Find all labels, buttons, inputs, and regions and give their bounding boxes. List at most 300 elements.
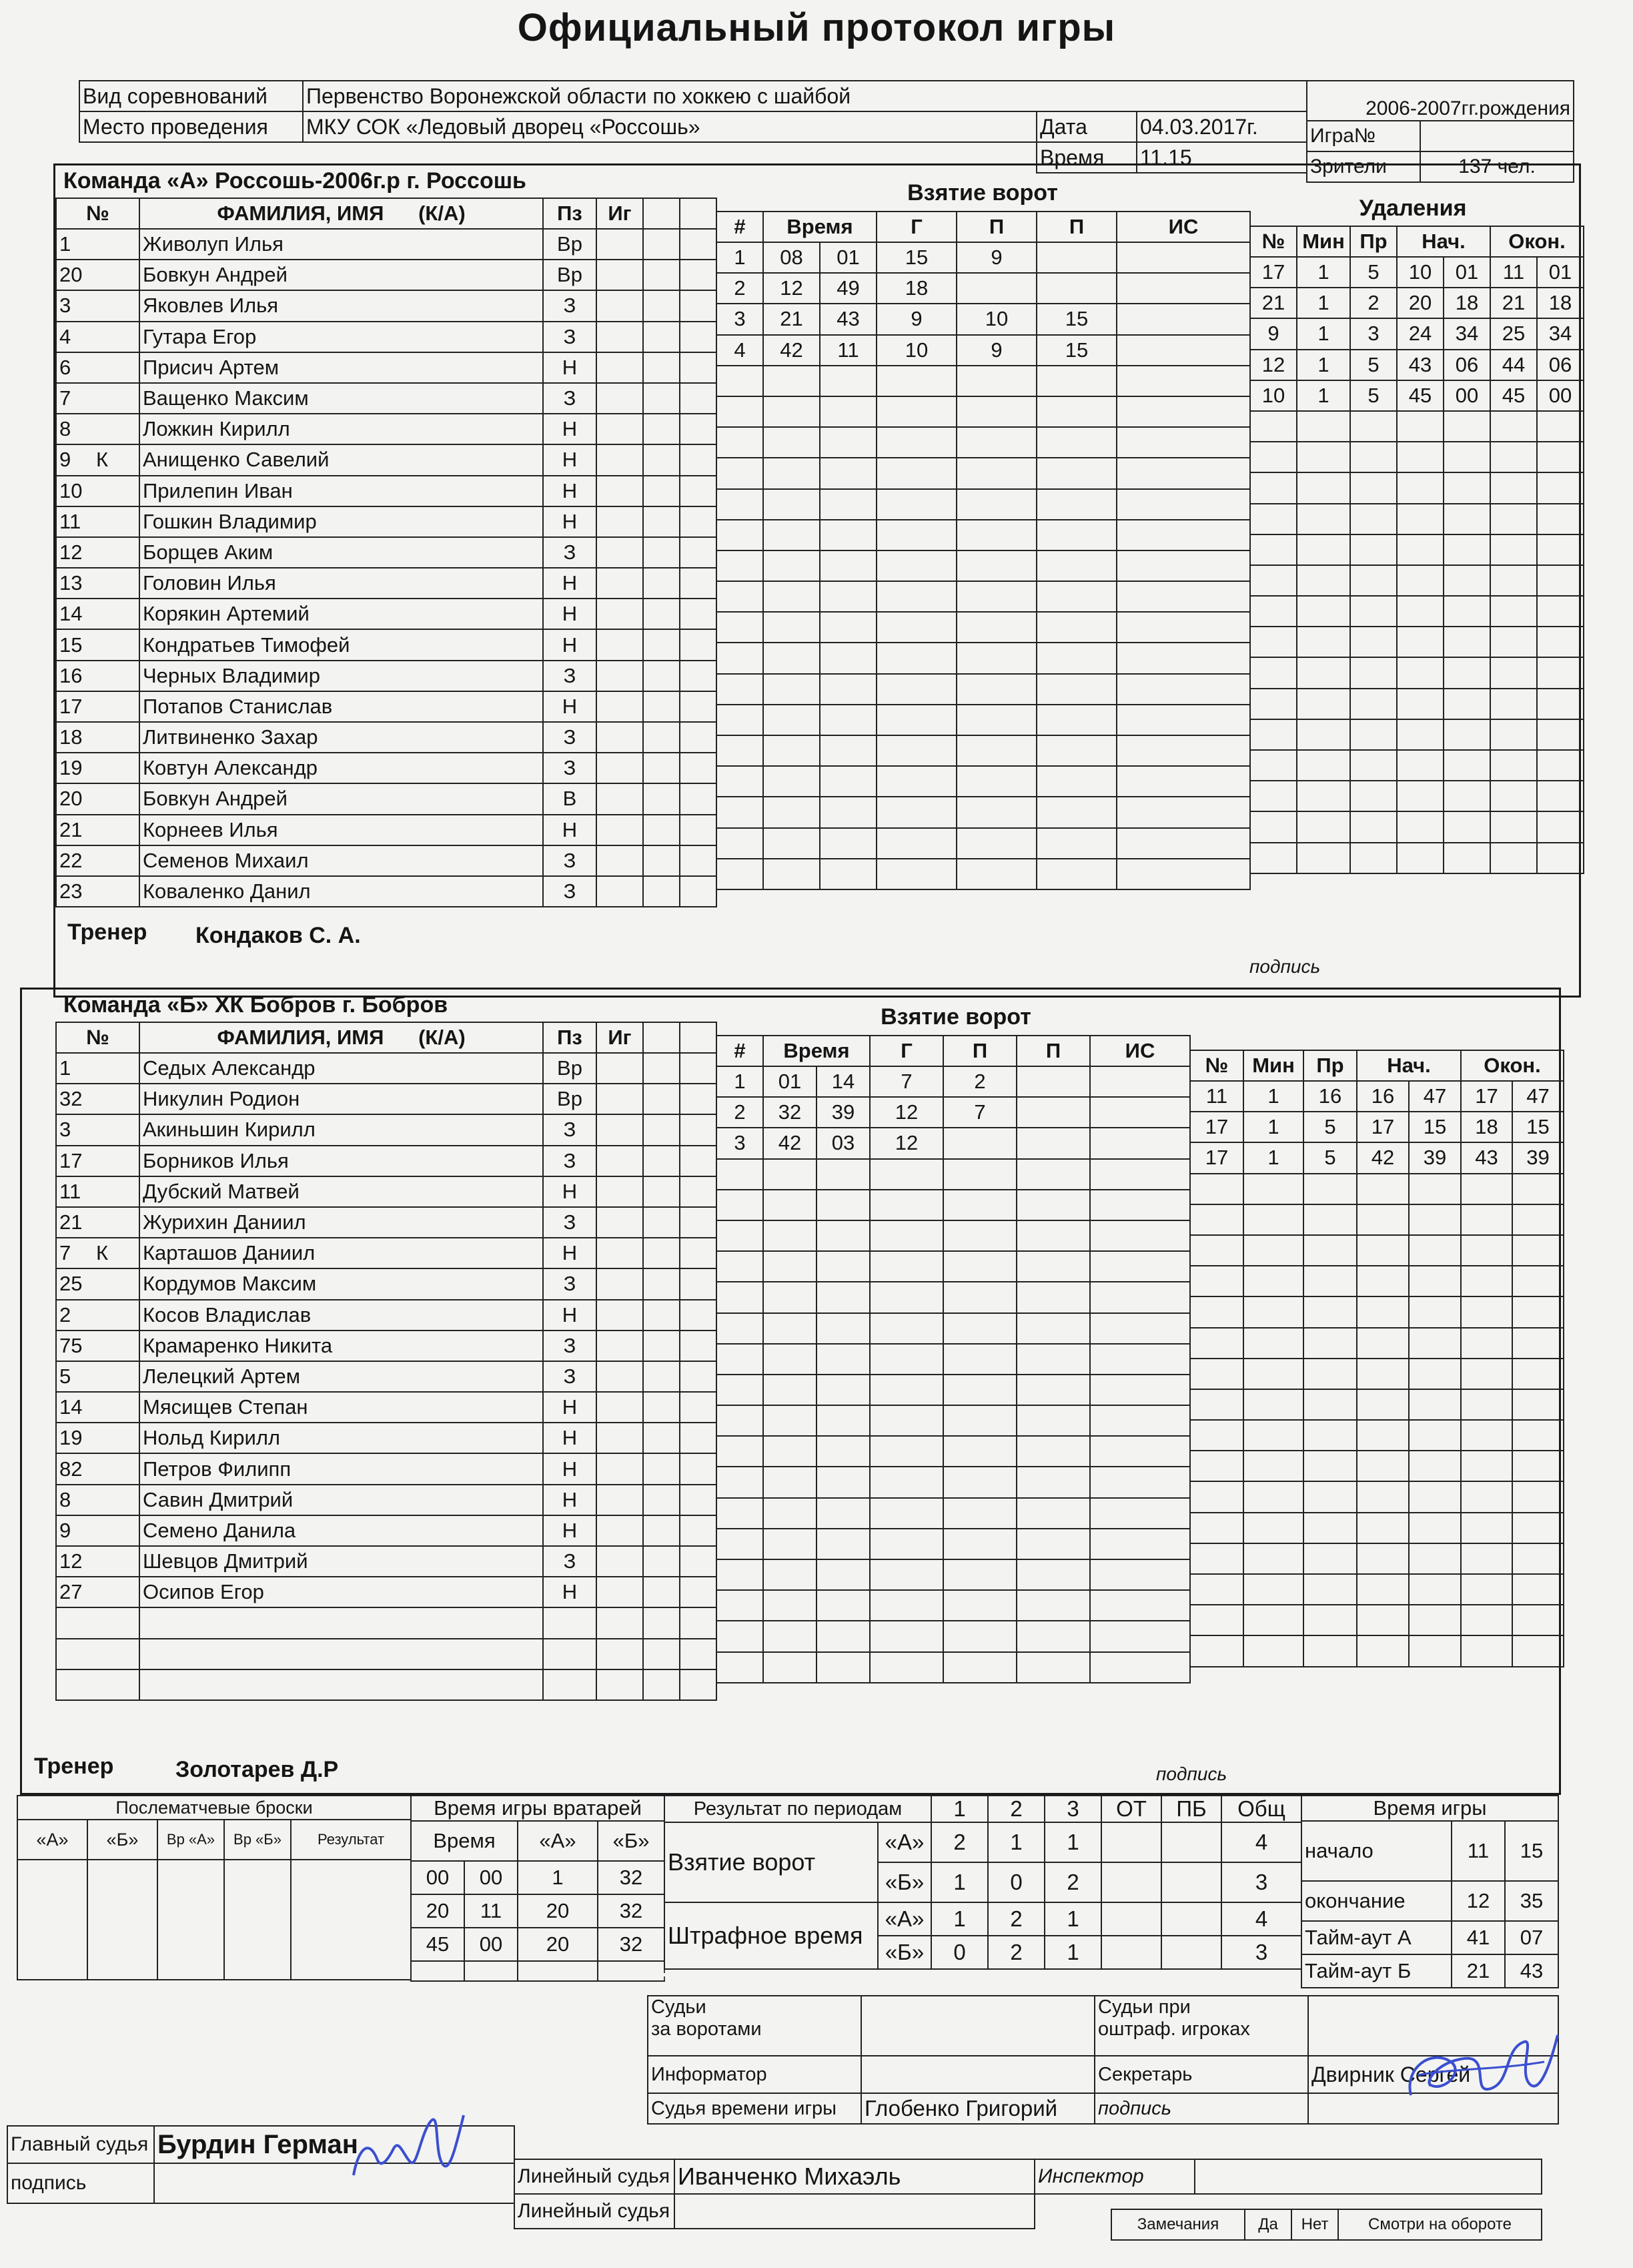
penalty-start-minute bbox=[1397, 627, 1444, 657]
game-number-label: Игра№ bbox=[1307, 121, 1420, 151]
goal-assist-1 bbox=[957, 427, 1037, 458]
penalty-start-second bbox=[1409, 1574, 1461, 1605]
goal-scorer bbox=[877, 859, 957, 889]
goals-col-situation: ИС bbox=[1090, 1036, 1190, 1066]
goal-row bbox=[716, 705, 1250, 735]
player-position: Н bbox=[543, 1176, 596, 1207]
goal-number bbox=[716, 674, 763, 705]
spare-cell bbox=[680, 444, 716, 475]
player-number bbox=[56, 1669, 139, 1700]
goal-second bbox=[820, 550, 877, 581]
spare-cell bbox=[643, 629, 680, 660]
player-row bbox=[56, 383, 716, 414]
goal-minute bbox=[763, 735, 820, 766]
remarks-yes[interactable]: Да bbox=[1245, 2209, 1291, 2240]
player-played bbox=[596, 506, 643, 537]
spare-cell bbox=[643, 1515, 680, 1546]
goal-row bbox=[716, 458, 1250, 488]
goal-situation bbox=[1090, 1220, 1190, 1251]
penalty-end-minute bbox=[1490, 534, 1537, 565]
penalty-minutes bbox=[1243, 1574, 1303, 1605]
penalty-minutes bbox=[1243, 1266, 1303, 1296]
penalty-minutes bbox=[1297, 504, 1350, 534]
penalty-minutes: 1 bbox=[1297, 288, 1350, 318]
penalty-player bbox=[1250, 657, 1297, 688]
penalty-end-minute bbox=[1461, 1451, 1512, 1481]
player-position: З bbox=[543, 845, 596, 876]
player-row bbox=[56, 537, 716, 568]
goal-row bbox=[716, 1066, 1190, 1097]
player-played bbox=[596, 661, 643, 691]
goal-minute bbox=[763, 581, 820, 612]
player-played bbox=[596, 568, 643, 599]
penalty-player bbox=[1190, 1481, 1243, 1512]
player-name-cell bbox=[139, 476, 543, 506]
start-hour: 11 bbox=[1452, 1821, 1505, 1881]
player-name-cell bbox=[139, 322, 543, 352]
penalty-end-second bbox=[1537, 627, 1584, 657]
penalty-start-second bbox=[1409, 1451, 1461, 1481]
penalty-end-minute bbox=[1490, 689, 1537, 719]
goal-assist-2 bbox=[1037, 366, 1117, 396]
penalty-player: 9 bbox=[1250, 318, 1297, 349]
penalty-minutes: 1 bbox=[1243, 1081, 1303, 1112]
goal-assist-2 bbox=[1017, 1375, 1090, 1405]
player-name-cell bbox=[139, 722, 543, 753]
player-row bbox=[56, 691, 716, 722]
goal-assist-2 bbox=[1037, 674, 1117, 705]
player-number: 23 bbox=[56, 876, 139, 907]
penalty-start-second bbox=[1444, 627, 1490, 657]
goal-scorer bbox=[877, 550, 957, 581]
penalty-end-minute: 43 bbox=[1461, 1142, 1512, 1173]
player-name-cell bbox=[139, 1146, 543, 1176]
goal-second bbox=[816, 1190, 870, 1220]
timeout-b-label: Тайм-аут Б bbox=[1301, 1954, 1452, 1988]
goal-number bbox=[716, 1159, 763, 1190]
penalty-minutes bbox=[1243, 1451, 1303, 1481]
player-row bbox=[56, 1238, 716, 1268]
goalie-minute: 20 bbox=[411, 1894, 464, 1928]
team-a-penalties-heading: Удаления bbox=[1359, 196, 1467, 221]
competition-value: Первенство Воронежской области по хоккею с шайбой bbox=[303, 81, 1307, 111]
player-row bbox=[56, 352, 716, 383]
spare-cell bbox=[643, 1114, 680, 1145]
goal-row bbox=[716, 735, 1250, 766]
penalty-reason bbox=[1303, 1451, 1357, 1481]
goal-minute bbox=[763, 1251, 816, 1282]
player-position: Н bbox=[543, 568, 596, 599]
player-position: В bbox=[543, 783, 596, 814]
goal-second bbox=[820, 427, 877, 458]
goal-scorer bbox=[870, 1375, 943, 1405]
player-played bbox=[596, 845, 643, 876]
goal-row bbox=[716, 766, 1250, 797]
penalty-minutes bbox=[1243, 1174, 1303, 1204]
goal-assist-2 bbox=[1037, 705, 1117, 735]
penalty-start-minute bbox=[1397, 411, 1444, 442]
chief-referee-signature-label: подпись bbox=[7, 2163, 154, 2203]
player-name: Прилепин Иван bbox=[143, 478, 293, 502]
goal-row bbox=[716, 859, 1250, 889]
player-number: 17 bbox=[56, 691, 139, 722]
player-row bbox=[56, 506, 716, 537]
goal-minute bbox=[763, 427, 820, 458]
goal-assist-1 bbox=[943, 1282, 1017, 1312]
goal-scorer bbox=[877, 489, 957, 520]
goal-second bbox=[816, 1498, 870, 1529]
spare-cell bbox=[643, 599, 680, 629]
period-pen_b-4 bbox=[1161, 1936, 1221, 1969]
goal-minute bbox=[763, 550, 820, 581]
goal-row bbox=[716, 828, 1250, 859]
period-goals_a-1: 1 bbox=[988, 1822, 1045, 1862]
player-played bbox=[596, 1423, 643, 1453]
penalty-player bbox=[1250, 411, 1297, 442]
penalty-start-second bbox=[1409, 1543, 1461, 1574]
penalty-end-second bbox=[1512, 1481, 1564, 1512]
player-name: Крамаренко Никита bbox=[143, 1333, 333, 1357]
penalty-end-minute bbox=[1461, 1296, 1512, 1327]
spare-cell bbox=[680, 753, 716, 783]
penalty-reason bbox=[1303, 1174, 1357, 1204]
col-ka: (К/А) bbox=[418, 1026, 466, 1049]
goal-scorer bbox=[870, 1467, 943, 1497]
goal-situation bbox=[1090, 1405, 1190, 1436]
team-a-section bbox=[53, 163, 1581, 998]
penalty-start-minute bbox=[1397, 719, 1444, 750]
goal-second bbox=[820, 828, 877, 859]
player-position: З bbox=[543, 876, 596, 907]
end-hour: 12 bbox=[1452, 1881, 1505, 1921]
goal-situation bbox=[1090, 1498, 1190, 1529]
penalty-end-minute bbox=[1490, 565, 1537, 596]
player-row bbox=[56, 1268, 716, 1299]
player-name: Ложкин Кирилл bbox=[143, 417, 290, 441]
goal-assist-2 bbox=[1037, 766, 1117, 797]
goal-assist-2 bbox=[1017, 1405, 1090, 1436]
spare-cell bbox=[680, 1485, 716, 1515]
goal-second bbox=[816, 1590, 870, 1621]
penalty-player bbox=[1190, 1513, 1243, 1543]
goal-assist-2 bbox=[1017, 1251, 1090, 1282]
goals-col-time: Время bbox=[763, 1036, 870, 1066]
goal-situation bbox=[1117, 273, 1250, 304]
goal-minute bbox=[763, 1159, 816, 1190]
goal-assist-2 bbox=[1017, 1313, 1090, 1344]
goal-assist-1 bbox=[957, 766, 1037, 797]
spare-cell bbox=[680, 599, 716, 629]
penalty-minutes bbox=[1297, 750, 1350, 781]
penalty-reason bbox=[1350, 719, 1397, 750]
goal-assist-1 bbox=[957, 273, 1037, 304]
penalty-reason bbox=[1303, 1574, 1357, 1605]
player-name-cell bbox=[139, 506, 543, 537]
goal-situation bbox=[1117, 674, 1250, 705]
player-row bbox=[56, 1392, 716, 1423]
goal-situation bbox=[1117, 366, 1250, 396]
penalty-start-minute bbox=[1357, 1635, 1409, 1666]
penalty-end-minute: 21 bbox=[1490, 288, 1537, 318]
spare-cell bbox=[680, 691, 716, 722]
remarks-table bbox=[1111, 2209, 1542, 2241]
penalty-start-second: 39 bbox=[1409, 1142, 1461, 1173]
penalty-row bbox=[1190, 1420, 1564, 1451]
goals-col-assist1: П bbox=[957, 212, 1037, 242]
penalty-reason bbox=[1350, 534, 1397, 565]
player-number: 32 bbox=[56, 1084, 139, 1114]
spare-cell bbox=[643, 1423, 680, 1453]
player-position: З bbox=[543, 1361, 596, 1392]
col-number: № bbox=[56, 198, 139, 229]
goal-assist-2 bbox=[1017, 1498, 1090, 1529]
player-position: Н bbox=[543, 352, 596, 383]
penalty-start-second bbox=[1444, 657, 1490, 688]
goal-minute bbox=[763, 1467, 816, 1497]
goal-second: 11 bbox=[820, 335, 877, 366]
player-name: Нольд Кирилл bbox=[143, 1426, 280, 1450]
penalty-end-minute bbox=[1461, 1359, 1512, 1389]
penalty-player bbox=[1250, 596, 1297, 627]
penalty-row bbox=[1250, 318, 1584, 349]
penalty-player bbox=[1250, 689, 1297, 719]
goal-scorer bbox=[870, 1436, 943, 1467]
goal-scorer bbox=[877, 458, 957, 488]
penalty-start-second bbox=[1444, 596, 1490, 627]
goal-assist-1: 10 bbox=[957, 304, 1037, 334]
spare-cell bbox=[643, 1238, 680, 1268]
player-number: 12 bbox=[56, 1546, 139, 1577]
spare-cell bbox=[680, 506, 716, 537]
penalty-row bbox=[1250, 534, 1584, 565]
shootout-col-3: Вр «Б» bbox=[224, 1820, 291, 1860]
goal-number bbox=[716, 705, 763, 735]
goal-assist-1: 9 bbox=[957, 335, 1037, 366]
goal-row bbox=[716, 1621, 1190, 1651]
penalty-end-second bbox=[1537, 781, 1584, 811]
goal-row bbox=[716, 304, 1250, 334]
penalty-end-second bbox=[1537, 719, 1584, 750]
goal-second bbox=[820, 520, 877, 550]
penalty-end-minute bbox=[1461, 1420, 1512, 1451]
goal-situation bbox=[1090, 1436, 1190, 1467]
penalty-start-minute bbox=[1357, 1451, 1409, 1481]
goal-row bbox=[716, 797, 1250, 827]
goal-row bbox=[716, 1097, 1190, 1128]
goal-minute bbox=[763, 1559, 816, 1590]
penalty-row bbox=[1250, 719, 1584, 750]
goal-minute bbox=[763, 520, 820, 550]
player-number: 17 bbox=[56, 1146, 139, 1176]
goal-assist-2 bbox=[1017, 1190, 1090, 1220]
penalty-row bbox=[1250, 257, 1584, 288]
player-number: 1 bbox=[56, 1053, 139, 1084]
header-table bbox=[79, 80, 1307, 173]
penalty-row bbox=[1250, 596, 1584, 627]
penalty-start-minute bbox=[1397, 504, 1444, 534]
player-played bbox=[596, 1268, 643, 1299]
team-b-goals-table bbox=[716, 1035, 1191, 1683]
penalty-start-second bbox=[1444, 565, 1490, 596]
player-row bbox=[56, 1176, 716, 1207]
penalty-minutes bbox=[1297, 534, 1350, 565]
player-name-cell bbox=[139, 1053, 543, 1084]
goal-assist-1 bbox=[943, 1375, 1017, 1405]
penalty-minutes: 1 bbox=[1297, 350, 1350, 380]
player-name: Карташов Даниил bbox=[143, 1241, 316, 1265]
goal-situation bbox=[1090, 1190, 1190, 1220]
goal-minute bbox=[763, 766, 820, 797]
inspector-table bbox=[1034, 2159, 1542, 2195]
penalty-end-second bbox=[1512, 1605, 1564, 1635]
period-goals_a-5: 4 bbox=[1221, 1822, 1301, 1862]
player-position: Вр bbox=[543, 1053, 596, 1084]
penalty-start-second bbox=[1409, 1359, 1461, 1389]
player-name-cell bbox=[139, 815, 543, 845]
player-row bbox=[56, 1639, 716, 1669]
penalty-row bbox=[1250, 750, 1584, 781]
goal-assist-1 bbox=[957, 458, 1037, 488]
player-position: З bbox=[543, 1207, 596, 1238]
remarks-no[interactable]: Нет bbox=[1291, 2209, 1338, 2240]
penalty-end-minute bbox=[1490, 750, 1537, 781]
player-name: Никулин Родион bbox=[143, 1087, 300, 1111]
penalty-end-minute: 25 bbox=[1490, 318, 1537, 349]
player-position: З bbox=[543, 1546, 596, 1577]
shootout-col-4: Результат bbox=[291, 1820, 411, 1860]
goal-assist-2 bbox=[1017, 1621, 1090, 1651]
goal-assist-2 bbox=[1037, 612, 1117, 643]
player-name: Семенов Михаил bbox=[143, 848, 309, 872]
player-name: Борников Илья bbox=[143, 1148, 289, 1172]
player-position bbox=[543, 1607, 596, 1638]
goal-number bbox=[716, 1652, 763, 1683]
player-position: Н bbox=[543, 691, 596, 722]
player-number bbox=[56, 1639, 139, 1669]
player-number: 9 bbox=[56, 444, 139, 475]
period-goals_b-4 bbox=[1161, 1862, 1221, 1902]
goal-assist-1 bbox=[943, 1251, 1017, 1282]
player-position: З bbox=[543, 1146, 596, 1176]
penalty-player bbox=[1190, 1174, 1243, 1204]
goal-situation bbox=[1090, 1467, 1190, 1497]
penalty-reason bbox=[1350, 750, 1397, 781]
player-name: Мясищев Степан bbox=[143, 1395, 308, 1419]
player-row bbox=[56, 753, 716, 783]
player-position: Вр bbox=[543, 1084, 596, 1114]
penalty-row-label: Штрафное время bbox=[664, 1902, 878, 1969]
goal-assist-2 bbox=[1037, 273, 1117, 304]
penalty-start-second bbox=[1409, 1635, 1461, 1666]
goal-second bbox=[820, 643, 877, 673]
goal-number bbox=[716, 766, 763, 797]
shootout-table bbox=[17, 1795, 412, 1980]
penalty-end-second bbox=[1537, 565, 1584, 596]
penalty-reason bbox=[1350, 596, 1397, 627]
goal-row bbox=[716, 1190, 1190, 1220]
period-goals_b-2: 2 bbox=[1045, 1862, 1101, 1902]
penalty-reason bbox=[1350, 442, 1397, 472]
player-position: Н bbox=[543, 1238, 596, 1268]
penalty-end-minute bbox=[1461, 1635, 1512, 1666]
penalty-minutes bbox=[1297, 596, 1350, 627]
penalty-minutes bbox=[1243, 1420, 1303, 1451]
penalty-end-minute bbox=[1461, 1389, 1512, 1420]
penalty-end-second: 18 bbox=[1537, 288, 1584, 318]
goal-number bbox=[716, 1498, 763, 1529]
player-row bbox=[56, 322, 716, 352]
goal-assist-1 bbox=[943, 1405, 1017, 1436]
player-position: Н bbox=[543, 629, 596, 660]
penalty-reason bbox=[1350, 781, 1397, 811]
period-pen_b-1: 2 bbox=[988, 1936, 1045, 1969]
period-pen_a-0: 1 bbox=[931, 1902, 988, 1936]
period-pen_a-5: 4 bbox=[1221, 1902, 1301, 1936]
penalty-reason: 5 bbox=[1350, 350, 1397, 380]
goal-assist-1 bbox=[943, 1498, 1017, 1529]
goal-assist-1 bbox=[957, 859, 1037, 889]
goal-assist-1 bbox=[957, 396, 1037, 427]
player-played bbox=[596, 691, 643, 722]
col-position: Пз bbox=[543, 198, 596, 229]
player-position: Н bbox=[543, 1453, 596, 1484]
goals-team-b-label: «Б» bbox=[878, 1862, 931, 1902]
goal-row bbox=[716, 427, 1250, 458]
player-name-cell bbox=[139, 537, 543, 568]
goal-minute bbox=[763, 797, 820, 827]
penalty-end-second: 01 bbox=[1537, 257, 1584, 288]
penalty-end-minute bbox=[1490, 719, 1537, 750]
player-name-cell bbox=[139, 1114, 543, 1145]
player-row bbox=[56, 722, 716, 753]
penalty-row bbox=[1250, 657, 1584, 688]
goal-situation bbox=[1117, 828, 1250, 859]
spare-cell bbox=[643, 537, 680, 568]
penalty-end-second bbox=[1512, 1574, 1564, 1605]
goal-second bbox=[816, 1652, 870, 1683]
penalty-minutes: 1 bbox=[1297, 380, 1350, 411]
penalty-reason bbox=[1303, 1235, 1357, 1266]
penalty-start-minute: 43 bbox=[1397, 350, 1444, 380]
player-played bbox=[596, 1114, 643, 1145]
player-played bbox=[596, 414, 643, 444]
goalie-team-b: 32 bbox=[598, 1861, 664, 1894]
player-name: Присич Артем bbox=[143, 355, 280, 379]
penalty-end-minute bbox=[1461, 1204, 1512, 1235]
penalty-end-second bbox=[1537, 504, 1584, 534]
penalty-reason bbox=[1303, 1359, 1357, 1389]
player-name: Потапов Станислав bbox=[143, 694, 333, 718]
spare-cell bbox=[680, 845, 716, 876]
player-name-cell bbox=[139, 1392, 543, 1423]
goal-assist-2 bbox=[1037, 427, 1117, 458]
penalty-minutes bbox=[1243, 1235, 1303, 1266]
goal-second bbox=[820, 859, 877, 889]
penalty-end-minute: 45 bbox=[1490, 380, 1537, 411]
penalty-end-second bbox=[1512, 1543, 1564, 1574]
player-played bbox=[596, 629, 643, 660]
team-a-penalties-table bbox=[1249, 226, 1584, 874]
spare-cell bbox=[680, 1300, 716, 1331]
goal-scorer bbox=[870, 1282, 943, 1312]
penalty-start-second bbox=[1444, 843, 1490, 873]
spare-cell bbox=[643, 506, 680, 537]
goal-scorer: 9 bbox=[877, 304, 957, 334]
goal-minute bbox=[763, 489, 820, 520]
penalty-player: 17 bbox=[1190, 1112, 1243, 1142]
player-name-cell: Карташов Даниил К bbox=[139, 1238, 543, 1268]
period-ot-header: ОТ bbox=[1101, 1796, 1161, 1822]
